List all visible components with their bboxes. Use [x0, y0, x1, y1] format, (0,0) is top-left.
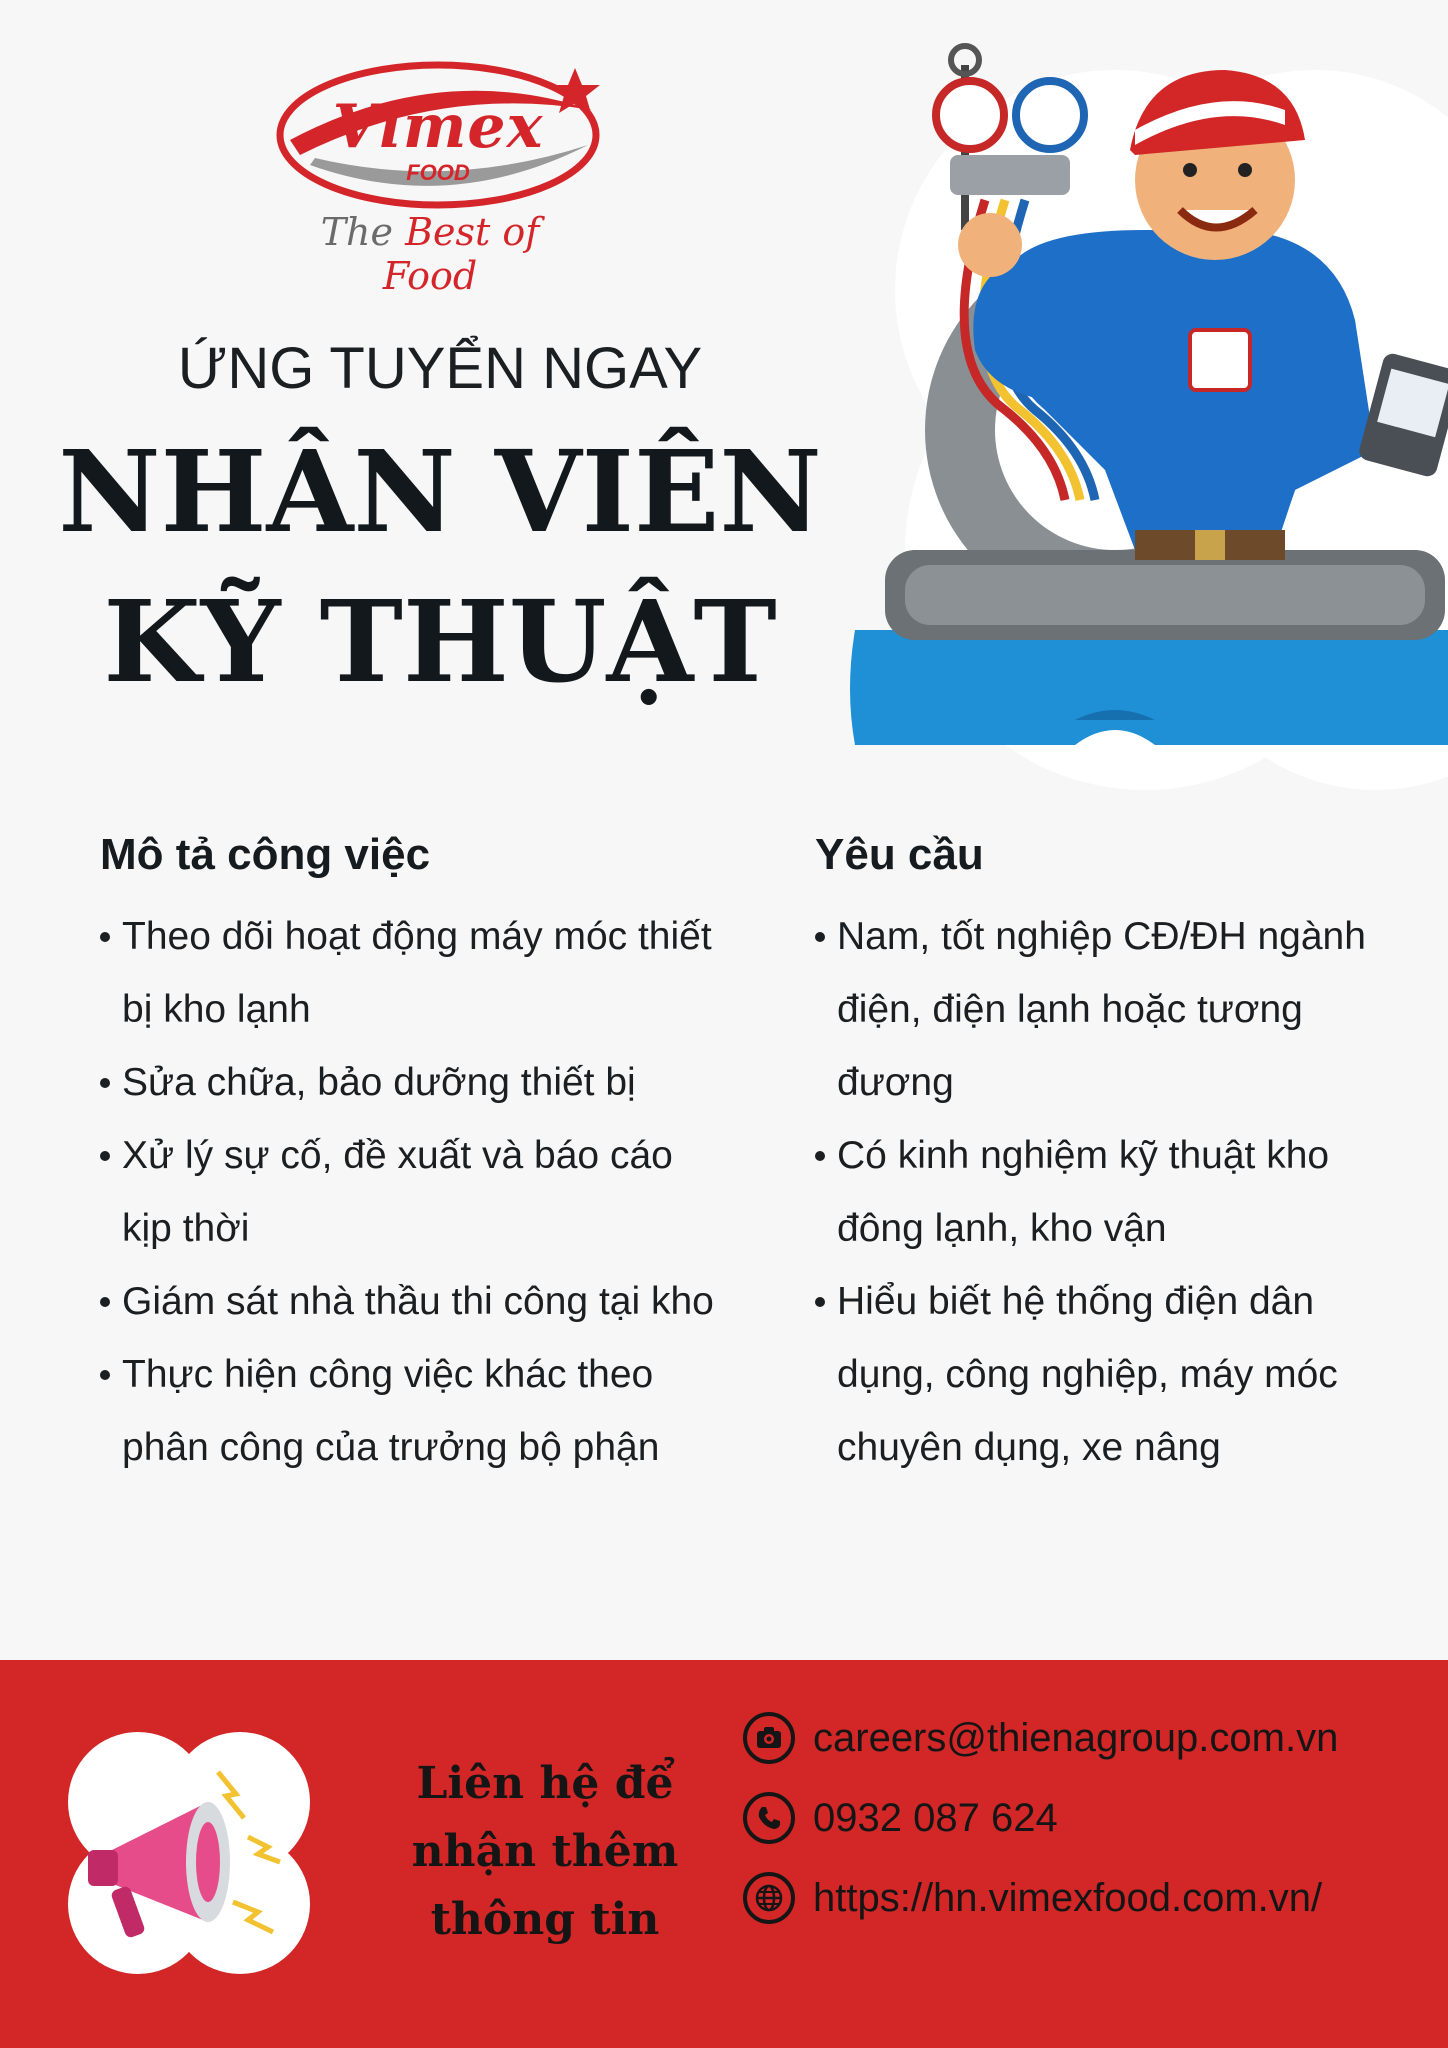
list-item: Thực hiện công việc khác theo phân công của trưởng bộ phận — [122, 1338, 720, 1484]
requirements-section — [815, 820, 1415, 1484]
contact-cta — [380, 1750, 710, 1954]
tagline-prefix: The — [320, 210, 406, 254]
list-item: Theo dõi hoạt động máy móc thiết bị kho lạnh — [122, 900, 720, 1046]
contact-footer — [0, 1660, 1448, 2048]
email-link[interactable]: careers@thienagroup.com.vn — [813, 1715, 1339, 1760]
logo-tagline — [270, 210, 590, 298]
requirements-heading: Yêu cầu — [815, 830, 984, 879]
job-description-heading: Mô tả công việc — [100, 830, 431, 879]
contact-cta-line2: nhận thêm — [411, 1826, 679, 1877]
tagline-accent: Best of Food — [382, 210, 540, 298]
job-title — [40, 418, 840, 718]
email-row[interactable] — [743, 1707, 1338, 1769]
list-item: Sửa chữa, bảo dưỡng thiết bị — [122, 1046, 720, 1119]
apply-now-text: ỨNG TUYỂN NGAY — [177, 336, 703, 401]
contact-cta-line1: Liên hệ để — [416, 1758, 674, 1809]
website-row[interactable] — [743, 1867, 1322, 1929]
technician-illustration — [815, 30, 1448, 790]
megaphone-illustration — [58, 1722, 320, 1984]
camera-icon — [743, 1712, 795, 1764]
phone-number[interactable]: 0932 087 624 — [813, 1795, 1058, 1840]
vimex-logo — [270, 40, 610, 298]
list-item: Hiểu biết hệ thống điện dân dụng, công nghiệp, máy móc chuyên dụng, xe nâng — [837, 1265, 1415, 1484]
list-item: Có kinh nghiệm kỹ thuật kho đông lạnh, kho vận — [837, 1119, 1415, 1265]
list-item: Giám sát nhà thầu thi công tại kho — [122, 1265, 720, 1338]
website-link[interactable]: https://hn.vimexfood.com.vn/ — [813, 1875, 1323, 1920]
globe-icon — [743, 1872, 795, 1924]
logo-brand: Vimex — [332, 92, 544, 162]
logo-sub: FOOD — [406, 160, 470, 185]
phone-row[interactable] — [743, 1787, 1058, 1849]
requirements-list — [815, 900, 1415, 1484]
contact-cta-line3: thông tin — [430, 1894, 660, 1945]
list-item: Xử lý sự cố, đề xuất và báo cáo kịp thời — [122, 1119, 720, 1265]
job-title-line2: KỸ THUẬT — [103, 577, 777, 708]
job-description-section — [100, 820, 720, 1484]
job-title-line1: NHÂN VIÊN — [58, 427, 822, 558]
list-item: Nam, tốt nghiệp CĐ/ĐH ngành điện, điện lạnh hoặc tương đương — [837, 900, 1415, 1119]
phone-icon — [743, 1792, 795, 1844]
job-description-list — [100, 900, 720, 1484]
